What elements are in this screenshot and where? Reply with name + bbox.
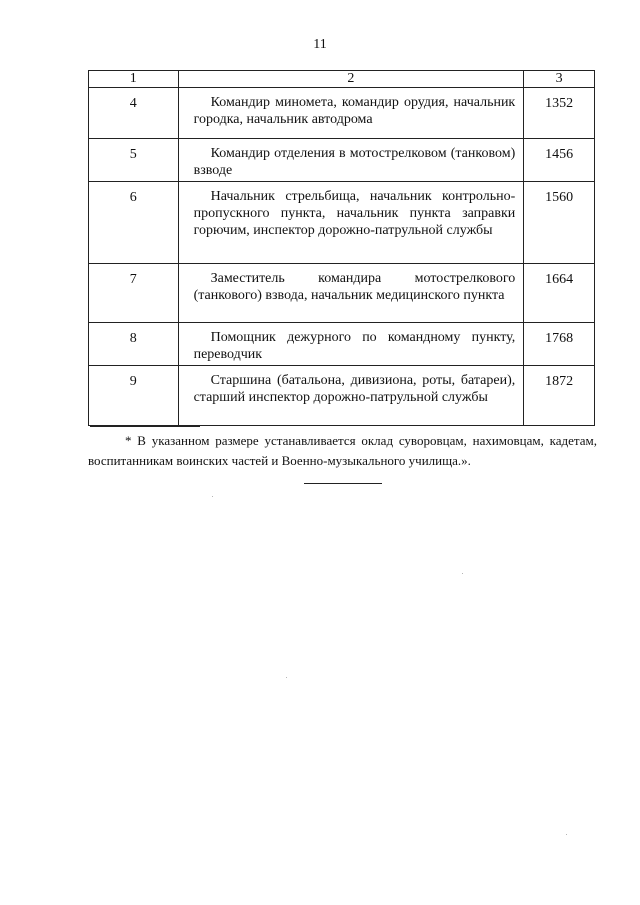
row-number-cell: 4 [89, 88, 179, 139]
salary-table [88, 70, 595, 426]
table-header-cell: 2 [178, 71, 524, 88]
end-of-section-line [304, 483, 382, 484]
table-row [89, 366, 595, 426]
table-row [89, 323, 595, 366]
scan-speck [286, 677, 287, 678]
position-cell: Старшина (батальона, дивизиона, роты, батареи), старший инспектор дорожно-патрульной службы [178, 366, 524, 426]
position-cell: Помощник дежурного по командному пункту, переводчик [178, 323, 524, 366]
page-number: 11 [313, 37, 327, 52]
value-cell: 1352 [524, 88, 595, 139]
footnote-separator [90, 426, 200, 427]
scan-speck [566, 834, 567, 835]
table-header-row [89, 71, 595, 88]
table-row [89, 88, 595, 139]
table-row [89, 139, 595, 182]
table-header-cell: 3 [524, 71, 595, 88]
row-number-cell: 7 [89, 264, 179, 323]
row-number-cell: 6 [89, 182, 179, 264]
value-cell: 1456 [524, 139, 595, 182]
value-cell: 1872 [524, 366, 595, 426]
table-row [89, 264, 595, 323]
value-cell: 1768 [524, 323, 595, 366]
row-number-cell: 9 [89, 366, 179, 426]
position-cell: Начальник стрельбища, начальник контрольно-пропускного пункта, начальник пункта заправки горючим, инспектор дорожно-патрульной службы [178, 182, 524, 264]
footnote-text: * В указанном размере устанавливается оклад суворовцам, нахимовцам, кадетам, воспитанникам воинских частей и Военно-музыкального училища.». [88, 433, 597, 468]
row-number-cell: 8 [89, 323, 179, 366]
row-number-cell: 5 [89, 139, 179, 182]
value-cell: 1664 [524, 264, 595, 323]
value-cell: 1560 [524, 182, 595, 264]
scan-speck [462, 573, 463, 574]
position-cell: Командир отделения в мотострелковом (танковом) взводе [178, 139, 524, 182]
table-header-cell: 1 [89, 71, 179, 88]
position-cell: Заместитель командира мотострелкового (танкового) взвода, начальник медицинского пункта [178, 264, 524, 323]
table-row [89, 182, 595, 264]
scan-speck [212, 496, 213, 497]
position-cell: Командир миномета, командир орудия, начальник городка, начальник автодрома [178, 88, 524, 139]
